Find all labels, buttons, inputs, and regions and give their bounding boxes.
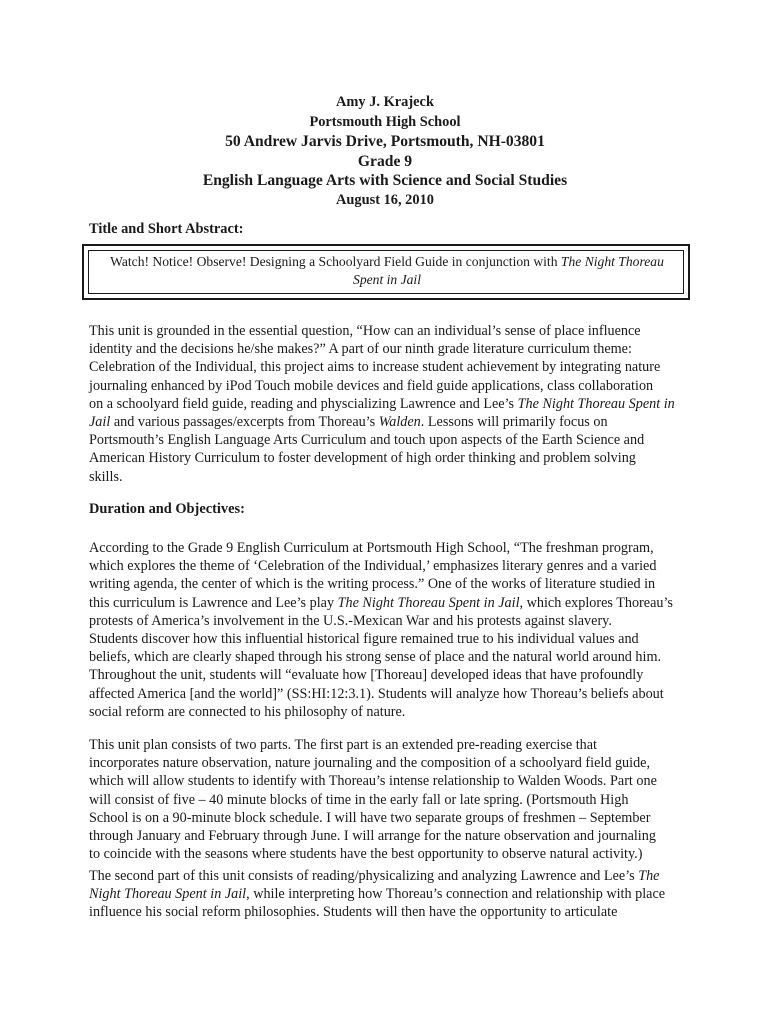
line-text: incorporates nature observation, nature journaling and the composition of a schoolyard field guide, [89, 755, 651, 772]
italic-title-text: The Night Thoreau Spent in [517, 395, 675, 412]
school-address: 50 Andrew Jarvis Drive, Portsmouth, NH-03801 [225, 133, 545, 151]
curriculum-paragraph [89, 539, 689, 721]
document-date: August 16, 2010 [336, 191, 434, 208]
italic-title-text: Jail [89, 414, 111, 431]
line-text: identity and the decisions he/she makes?” A part of our ninth grade literature curriculum theme: [89, 341, 632, 358]
line-text: social reform are connected to his philosophy of nature. [89, 703, 406, 720]
text-line [89, 772, 689, 790]
text-line [89, 449, 689, 467]
line-text: Students discover how this influential historical figure remained true to his individual values and [89, 631, 639, 648]
text-line [89, 322, 689, 340]
line-text: which explores the theme of ‘Celebration of the Individual,’ emphasizes literary genres and a varied [89, 558, 657, 575]
text-line [89, 736, 689, 754]
author-name: Amy J. Krajeck [336, 94, 434, 110]
second-part-paragraph [89, 867, 689, 922]
unit-title [90, 253, 684, 288]
subject-title: English Language Arts with Science and Social Studies [202, 172, 568, 190]
italic-title-text: Night Thoreau Spent in Jail [89, 886, 247, 903]
line-text: This unit plan consists of two parts. The first part is an extended pre-reading exercise that [89, 737, 597, 753]
line-text: protests of America’s involvement in the U.S.-Mexican War and his protests against slavery. [89, 612, 612, 629]
line-text: . Lessons will primarily focus on [420, 414, 608, 431]
text-line [89, 395, 689, 413]
text-line [89, 867, 689, 885]
text-line [89, 340, 689, 358]
grade-level: Grade 9 [357, 152, 413, 170]
text-line [89, 413, 689, 431]
title-abstract-heading: Title and Short Abstract: [89, 221, 244, 237]
line-text: and various passages/excerpts from Thoreau’s [110, 414, 379, 431]
line-text: affected America [and the world]” (SS:HI:12:3.1). Students will analyze how Thoreau’s beliefs about [89, 685, 664, 702]
text-line [89, 539, 689, 557]
text-line [89, 845, 689, 863]
text-line [89, 575, 689, 593]
line-text: The second part of this unit consists of reading/physicalizing and analyzing Lawrence and Lee’s [89, 868, 639, 884]
text-line [89, 703, 689, 721]
line-text: American History Curriculum to foster development of high order thinking and problem solving [89, 450, 636, 467]
text-line [89, 594, 689, 612]
italic-title-text: The Night Thoreau Spent in Jail [337, 594, 520, 611]
line-text: will consist of five – 40 minute blocks of time in the early fall or late spring. (Portsmouth High [89, 791, 629, 808]
line-text: influence his social reform philosophies. Students will then have the opportunity to articulate [89, 904, 618, 921]
text-line [89, 666, 689, 684]
text-line [89, 754, 689, 772]
italic-title-text: Walden [378, 414, 421, 431]
line-text: writing agenda, the center of which is the writing process.” One of the works of literature studied in [89, 576, 656, 593]
unit-title-play-name: The Night Thoreau [560, 254, 664, 269]
unit-title-text: Watch! Notice! Observe! Designing a Schoolyard Field Guide in conjunction with [110, 254, 561, 269]
line-text: skills. [89, 468, 123, 485]
italic-title-text: The [638, 868, 660, 884]
text-line [89, 431, 689, 449]
text-line [89, 557, 689, 575]
text-line [89, 791, 689, 809]
line-text: on a schoolyard field guide, reading and physcializing Lawrence and Lee’s [89, 395, 518, 412]
text-line [89, 648, 689, 666]
line-text: School is on a 90-minute block schedule. I will have two separate groups of freshmen – September [89, 809, 651, 826]
text-line [89, 827, 689, 845]
line-text: to coincide with the seasons where students have the best opportunity to observe natural activity.) [89, 846, 643, 863]
line-text: Throughout the unit, students will “evaluate how [Thoreau] developed ideas that have profoundly [89, 667, 644, 684]
title-box [82, 244, 690, 300]
text-line [89, 358, 689, 376]
line-text: , while interpreting how Thoreau’s connection and relationship with place [246, 886, 666, 903]
text-line [89, 630, 689, 648]
text-line [89, 377, 689, 395]
unit-plan-paragraph [89, 736, 689, 863]
line-text: This unit is grounded in the essential question, “How can an individual’s sense of place influence [89, 323, 641, 339]
document-header [0, 93, 770, 211]
line-text: According to the Grade 9 English Curriculum at Portsmouth High School, “The freshman program, [89, 540, 654, 556]
line-text: this curriculum is Lawrence and Lee’s play [89, 594, 338, 611]
line-text: through January and February through June. I will arrange for the nature observation and journaling [89, 828, 656, 845]
line-text: journaling enhanced by iPod Touch mobile devices and field guide applications, class collaboration [89, 377, 654, 394]
text-line [89, 612, 689, 630]
text-line [89, 885, 689, 903]
text-line [89, 809, 689, 827]
line-text: Celebration of the Individual, this project aims to increase student achievement by integrating nature [89, 359, 661, 376]
text-line [89, 685, 689, 703]
text-line [89, 903, 689, 921]
duration-objectives-heading: Duration and Objectives: [89, 501, 245, 517]
abstract-paragraph [89, 322, 689, 486]
line-text: , which explores Thoreau’s [519, 594, 673, 611]
text-line [89, 468, 689, 486]
line-text: which will allow students to identify with Thoreau’s intense relationship to Walden Woods. Part one [89, 773, 657, 790]
school-name: Portsmouth High School [309, 113, 461, 130]
line-text: beliefs, which are clearly shaped through his strong sense of place and the natural world around him. [89, 649, 662, 666]
line-text: Portsmouth’s English Language Arts Curriculum and touch upon aspects of the Earth Science and [89, 432, 645, 449]
unit-title-play-name-cont: Spent in Jail [353, 271, 421, 287]
